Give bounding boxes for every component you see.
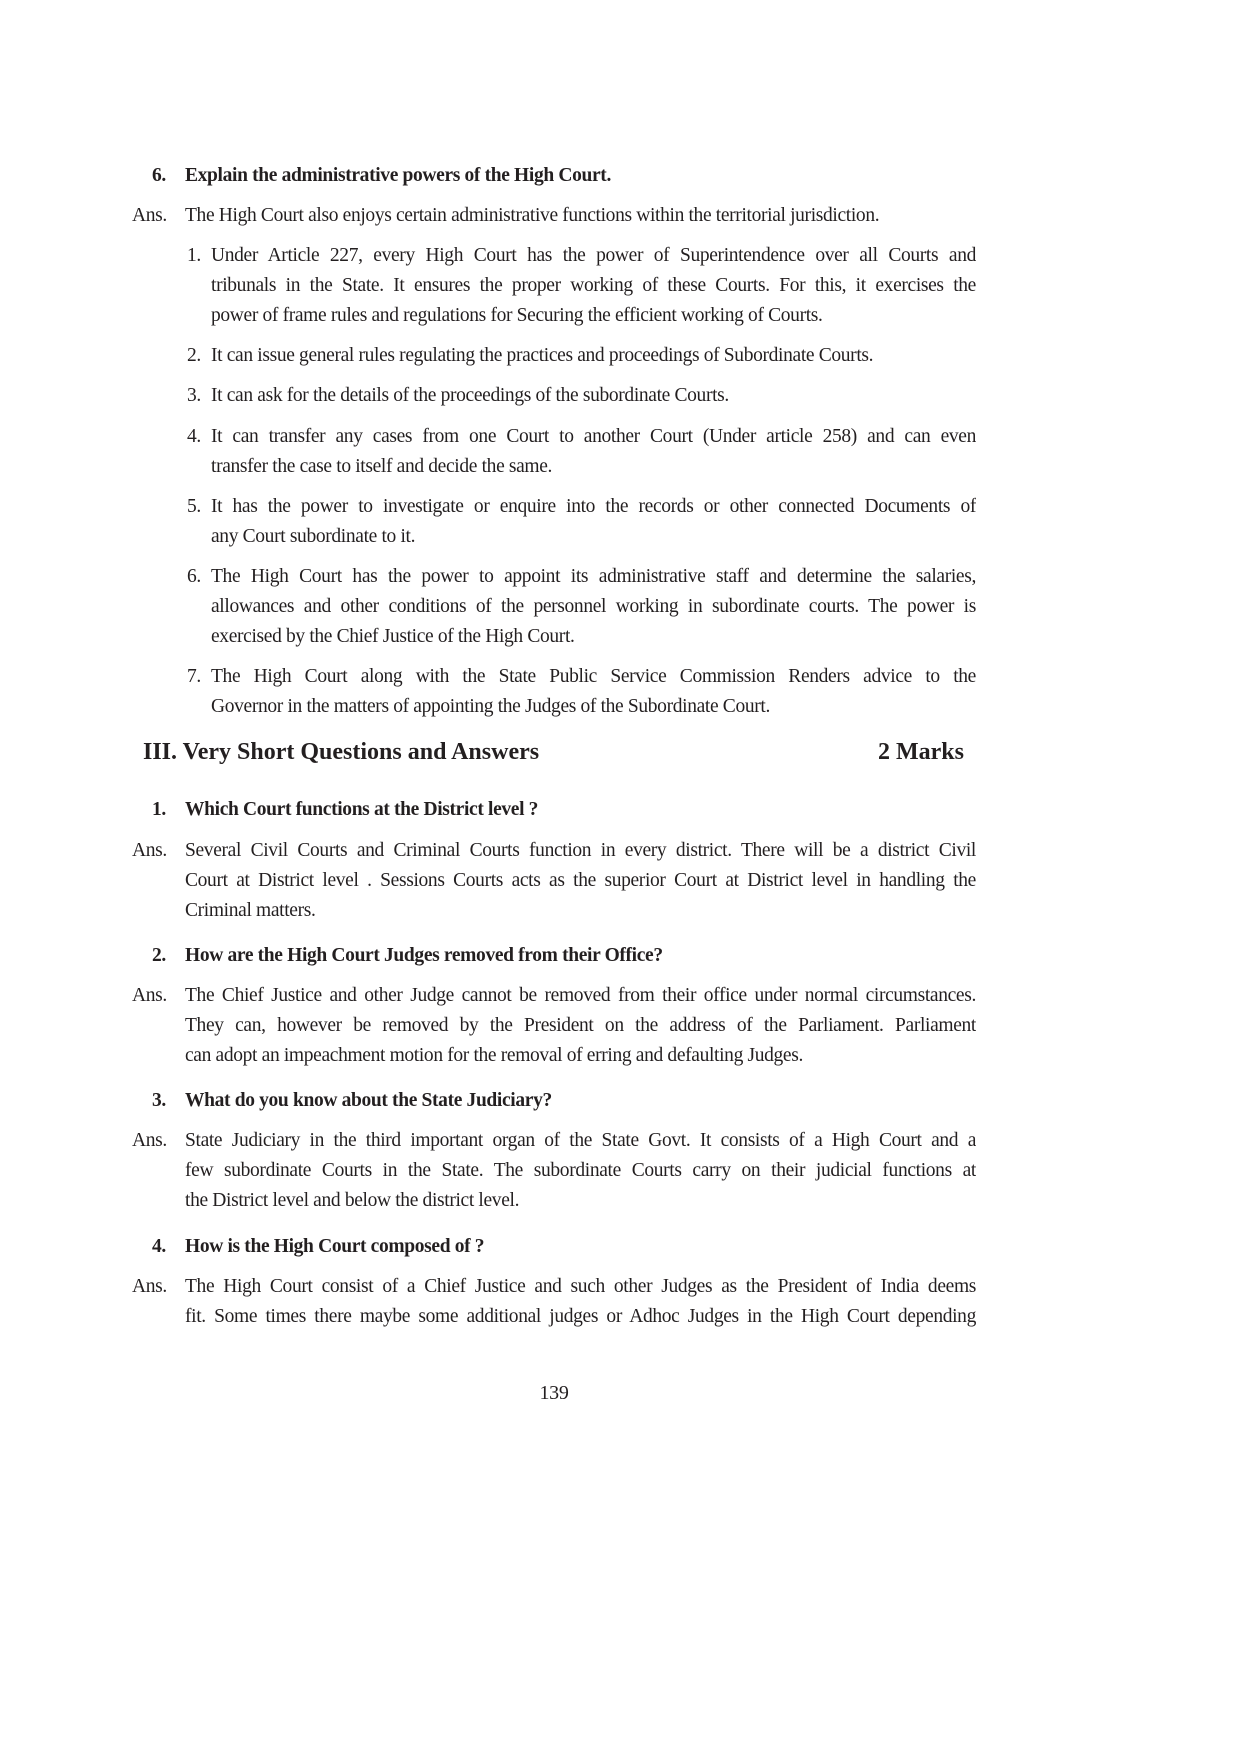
list-item-line: It has the power to investigate or enquire into the records or other connected Documents of — [211, 496, 976, 517]
section-heading: III. Very Short Questions and Answers — [143, 739, 540, 765]
list-item-line: exercised by the Chief Justice of the High Court. — [211, 626, 575, 647]
list-item-line: any Court subordinate to it. — [211, 526, 416, 547]
answer-label: Ans. — [132, 840, 167, 861]
list-item-line: Under Article 227, every High Court has the power of Superintendence over all Courts and — [211, 245, 976, 266]
answer-text: The High Court also enjoys certain administrative functions within the territorial jurisdiction. — [185, 205, 880, 226]
answer-line: the District level and below the district level. — [185, 1190, 520, 1211]
list-item-line: allowances and other conditions of the personnel working in subordinate courts. The power is — [211, 596, 976, 617]
list-item-number: 4. — [187, 426, 201, 447]
answer-label: Ans. — [132, 985, 167, 1006]
list-item-line: The High Court has the power to appoint its administrative staff and determine the salaries, — [211, 566, 976, 587]
list-item-line: power of frame rules and regulations for Securing the efficient working of Courts. — [211, 305, 823, 326]
list-item-line: It can transfer any cases from one Court to another Court (Under article 258) and can even — [211, 426, 976, 447]
answer-line: fit. Some times there maybe some additional judges or Adhoc Judges in the High Court depending — [185, 1306, 976, 1327]
answer-line: few subordinate Courts in the State. The subordinate Courts carry on their judicial functions at — [185, 1160, 976, 1181]
answer-label: Ans. — [132, 1276, 167, 1297]
answer-line: can adopt an impeachment motion for the removal of erring and defaulting Judges. — [185, 1045, 804, 1066]
section-marks: 2 Marks — [878, 739, 964, 765]
answer-line: Court at District level . Sessions Courts acts as the superior Court at District level in handling the — [185, 870, 976, 891]
question-title: What do you know about the State Judiciary? — [185, 1090, 552, 1111]
answer-line: Criminal matters. — [185, 900, 316, 921]
question-title: How is the High Court composed of ? — [185, 1236, 485, 1257]
question-number: 3. — [152, 1090, 166, 1111]
list-item-line: The High Court along with the State Public Service Commission Renders advice to the — [211, 666, 976, 687]
answer-line: They can, however be removed by the President on the address of the Parliament. Parliament — [185, 1015, 976, 1036]
question-number: 2. — [152, 945, 166, 966]
answer-label: Ans. — [132, 205, 167, 226]
question-number: 6. — [152, 165, 166, 186]
list-item-number: 1. — [187, 245, 201, 266]
list-item-number: 7. — [187, 666, 201, 687]
question-title: How are the High Court Judges removed from their Office? — [185, 945, 663, 966]
question-title: Explain the administrative powers of the High Court. — [185, 165, 611, 186]
list-item-line: It can ask for the details of the proceedings of the subordinate Courts. — [211, 385, 729, 406]
question-title: Which Court functions at the District level ? — [185, 799, 539, 820]
question-number: 4. — [152, 1236, 166, 1257]
answer-line: State Judiciary in the third important organ of the State Govt. It consists of a High Court and a — [185, 1130, 976, 1151]
list-item-line: tribunals in the State. It ensures the proper working of these Courts. For this, it exercises the — [211, 275, 976, 296]
list-item-number: 2. — [187, 345, 201, 366]
list-item-number: 3. — [187, 385, 201, 406]
page-number: 139 — [539, 1382, 569, 1404]
list-item-line: Governor in the matters of appointing the Judges of the Subordinate Court. — [211, 696, 770, 717]
answer-line: Several Civil Courts and Criminal Courts function in every district. There will be a district Civil — [185, 840, 976, 861]
question-number: 1. — [152, 799, 166, 820]
answer-label: Ans. — [132, 1130, 167, 1151]
list-item-line: transfer the case to itself and decide the same. — [211, 456, 553, 477]
list-item-line: It can issue general rules regulating the practices and proceedings of Subordinate Courts. — [211, 345, 874, 366]
answer-line: The High Court consist of a Chief Justice and such other Judges as the President of India deems — [185, 1276, 976, 1297]
answer-line: The Chief Justice and other Judge cannot be removed from their office under normal circumstances. — [185, 985, 976, 1006]
list-item-number: 5. — [187, 496, 201, 517]
list-item-number: 6. — [187, 566, 201, 587]
